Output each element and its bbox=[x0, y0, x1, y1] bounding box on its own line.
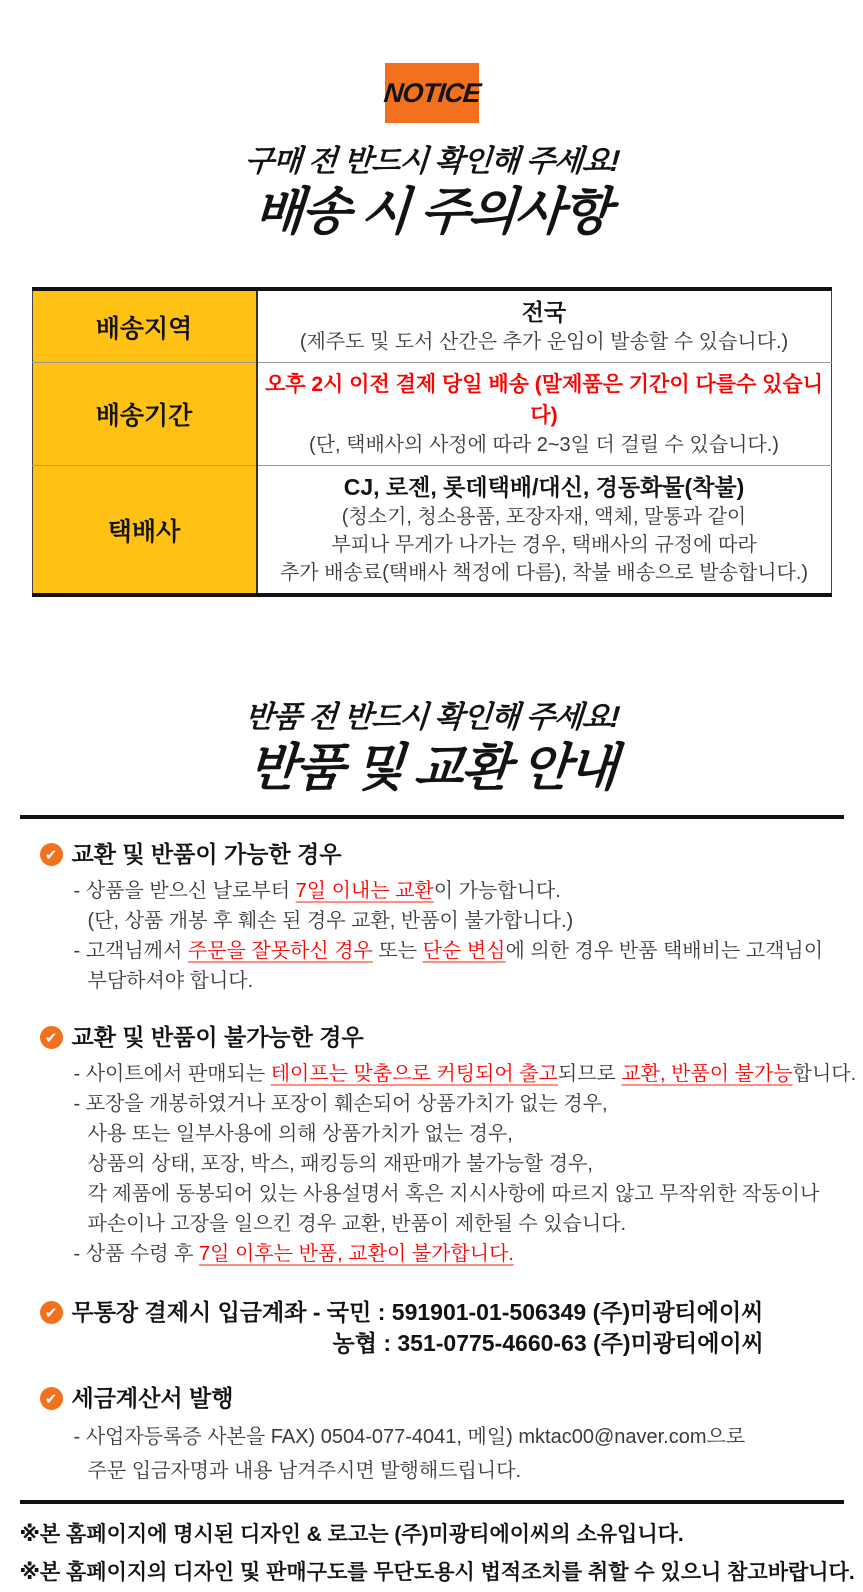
text-segment: 주문 입금자명과 내용 남겨주시면 발행해드립니다. bbox=[87, 1460, 522, 1482]
section-bank-account bbox=[40, 1297, 862, 1359]
shipping-table-label: 택배사 bbox=[32, 466, 257, 596]
table-value-line: 전국 bbox=[521, 299, 567, 325]
section-item bbox=[40, 1420, 862, 1454]
section-item bbox=[40, 1179, 862, 1209]
section-items bbox=[40, 1059, 862, 1269]
section-heading bbox=[40, 1383, 862, 1414]
table-value-line: (단, 택배사의 사정에 따라 2~3일 더 걸릴 수 있습니다.) bbox=[309, 434, 779, 456]
section-items bbox=[40, 876, 862, 996]
shipping-table bbox=[32, 287, 832, 597]
highlighted-text: 주문을 잘못하신 경우 bbox=[187, 940, 373, 962]
text-segment: 상품의 상태, 포장, 박스, 패킹등의 재판매가 불가능할 경우, bbox=[87, 1153, 593, 1175]
shipping-table-row bbox=[32, 466, 831, 596]
section-exchange-impossible bbox=[40, 1022, 862, 1269]
table-value-line: (제주도 및 도서 산간은 추가 운임이 발송할 수 있습니다.) bbox=[299, 331, 789, 353]
highlighted-text: 단순 변심 bbox=[422, 940, 506, 962]
section-item bbox=[40, 1089, 862, 1119]
section-heading bbox=[40, 1297, 862, 1328]
section-tax-invoice bbox=[40, 1383, 862, 1488]
text-segment: 또는 bbox=[372, 940, 423, 962]
table-value-line: 부피나 무게가 나가는 경우, 택배사의 규정에 따라 bbox=[331, 534, 757, 556]
text-segment: 부담하셔야 합니다. bbox=[87, 970, 254, 992]
shipping-table-row bbox=[32, 289, 831, 363]
highlighted-text: 7일 이내는 교환 bbox=[295, 880, 434, 902]
check-circle-icon: ✔ bbox=[40, 843, 63, 866]
section-heading bbox=[40, 1022, 862, 1053]
text-segment: - 사이트에서 판매되는 bbox=[73, 1063, 271, 1085]
check-circle-icon: ✔ bbox=[40, 1301, 63, 1324]
notice-badge bbox=[381, 63, 482, 123]
section-item bbox=[40, 936, 862, 966]
shipping-table-row bbox=[32, 363, 831, 466]
text-segment: 되므로 bbox=[557, 1063, 622, 1085]
section-item bbox=[40, 1454, 862, 1488]
footer-note-line: ※본 홈페이지에 명시된 디자인 & 로고는 (주)미광티에이씨의 소유입니다. bbox=[19, 1523, 684, 1546]
section-exchange-possible bbox=[40, 839, 862, 996]
section-divider-top bbox=[20, 815, 844, 819]
text-segment: - 상품 수령 후 bbox=[73, 1243, 199, 1265]
highlighted-text: 테이프는 맞춤으로 커팅되어 출고 bbox=[270, 1063, 558, 1085]
shipping-table-value bbox=[257, 363, 832, 466]
section-items bbox=[40, 1420, 862, 1488]
footer-notes bbox=[20, 1516, 862, 1592]
section-subheading: 농협 : 351-0775-4660-63 (주)미광티에이씨 bbox=[332, 1330, 764, 1356]
section-divider-bottom bbox=[20, 1500, 844, 1504]
text-segment: 합니다. bbox=[792, 1063, 857, 1085]
text-segment: - 포장을 개봉하였거나 포장이 훼손되어 상품가치가 없는 경우, bbox=[73, 1093, 608, 1115]
section-heading-text: 교환 및 반품이 불가능한 경우 bbox=[71, 1024, 364, 1050]
notice-badge-label: NOTICE bbox=[381, 77, 482, 108]
text-segment: 파손이나 고장을 일으킨 경우 교환, 반품이 제한될 수 있습니다. bbox=[87, 1213, 627, 1235]
text-segment: 각 제품에 동봉되어 있는 사용설명서 혹은 지시사항에 따르지 않고 무작위한 작동이나 bbox=[87, 1183, 820, 1205]
text-segment: 에 의한 경우 반품 택배비는 고객님이 bbox=[505, 940, 824, 962]
section-heading-text: 무통장 결제시 입금계좌 - 국민 : 591901-01-506349 (주)미광티에이씨 bbox=[71, 1299, 764, 1325]
text-segment: 사용 또는 일부사용에 의해 상품가치가 없는 경우, bbox=[87, 1123, 513, 1145]
check-circle-icon: ✔ bbox=[40, 1026, 63, 1049]
shipping-table-value bbox=[257, 289, 832, 363]
section-item bbox=[40, 1239, 862, 1269]
shipping-table-value bbox=[257, 466, 832, 596]
table-value-line: (청소기, 청소용품, 포장자재, 액체, 말통과 같이 bbox=[341, 506, 747, 528]
highlighted-text: 교환, 반품이 불가능 bbox=[621, 1063, 793, 1085]
check-circle-icon: ✔ bbox=[40, 1387, 63, 1410]
text-segment: - 고객님께서 bbox=[73, 940, 188, 962]
shipping-title: 배송 시 주의사항 bbox=[251, 183, 612, 240]
shipping-subtitle: 구매 전 반드시 확인해 주세요! bbox=[243, 145, 620, 178]
policy-sections bbox=[40, 839, 862, 1488]
returns-title: 반품 및 교환 안내 bbox=[245, 739, 618, 796]
notice-page bbox=[2, 63, 862, 1584]
section-heading-text: 세금계산서 발행 bbox=[71, 1385, 234, 1411]
section-item bbox=[40, 1209, 862, 1239]
shipping-table-label: 배송지역 bbox=[32, 289, 257, 363]
highlighted-text: 7일 이후는 반품, 교환이 불가합니다. bbox=[199, 1243, 514, 1265]
section-item bbox=[40, 1149, 862, 1179]
table-value-line: CJ, 로젠, 롯데택배/대신, 경동화물(착불) bbox=[343, 474, 745, 500]
text-segment: (단, 상품 개봉 후 훼손 된 경우 교환, 반품이 불가합니다.) bbox=[87, 910, 574, 932]
text-segment: 이 가능합니다. bbox=[433, 880, 561, 902]
table-value-line: 오후 2시 이전 결제 당일 배송 (말제품은 기간이 다를수 있습니다) bbox=[264, 373, 824, 427]
section-item bbox=[40, 966, 862, 996]
section-item bbox=[40, 1119, 862, 1149]
section-item bbox=[40, 906, 862, 936]
section-item bbox=[40, 876, 862, 906]
table-value-line: 추가 배송료(택배사 책정에 다름), 착불 배송으로 발송합니다.) bbox=[279, 562, 809, 584]
returns-subtitle: 반품 전 반드시 확인해 주세요! bbox=[243, 701, 620, 734]
shipping-table-label: 배송기간 bbox=[32, 363, 257, 466]
section-heading-text: 교환 및 반품이 가능한 경우 bbox=[71, 841, 342, 867]
text-segment: - 상품을 받으신 날로부터 bbox=[73, 880, 296, 902]
section-item bbox=[40, 1059, 862, 1089]
footer-note-line: ※본 홈페이지의 디자인 및 판매구도를 무단도용시 법적조치를 취할 수 있으니 참고바랍니다. bbox=[19, 1561, 855, 1584]
text-segment: - 사업자등록증 사본을 FAX) 0504-077-4041, 메일) mktac00@naver.com으로 bbox=[73, 1426, 746, 1448]
section-heading bbox=[40, 839, 862, 870]
